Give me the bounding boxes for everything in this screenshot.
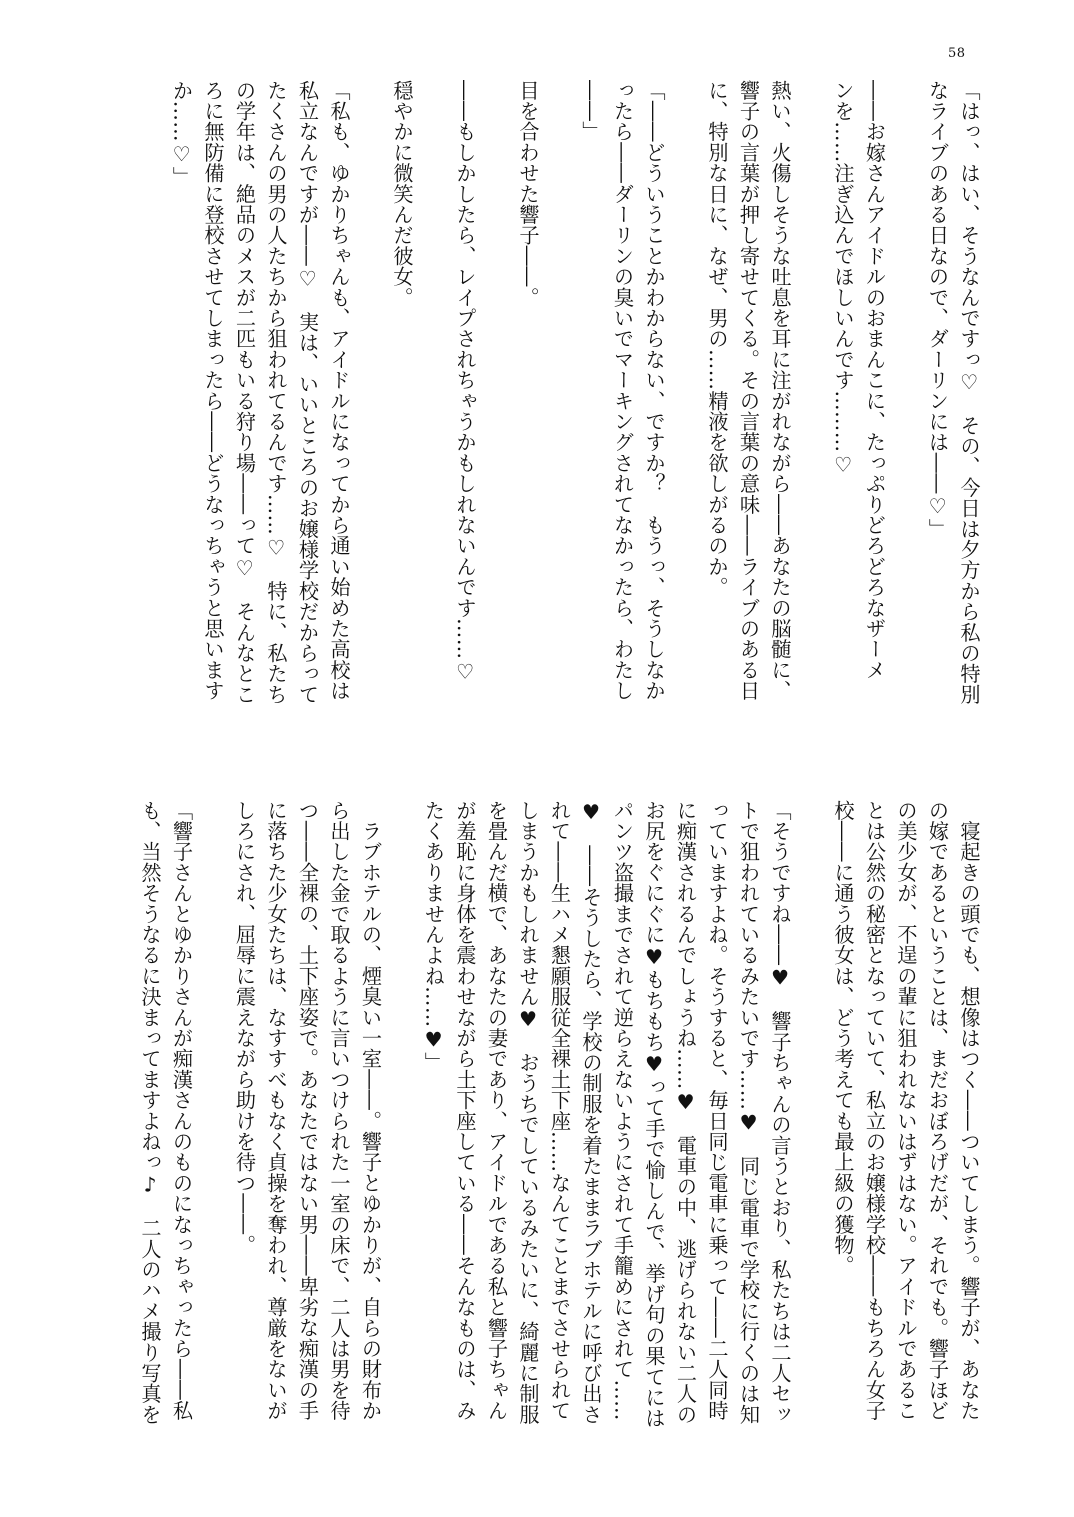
text-line: 私立なんですが――♡ 実は、いいところのお嬢様学校だからって: [295, 80, 320, 705]
text-line: 響子の言葉が押し寄せてくる。その言葉の意味――ライブのある日: [736, 80, 761, 701]
text-line: 校――に通う彼女は、どう考えても最上級の獲物。: [831, 800, 855, 1277]
paragraph-gap: [354, 80, 386, 722]
text-line: の学年は、絶品のメスが二匹もいる狩り場――って♡ そんなとこ: [232, 80, 257, 705]
paragraph-gap: [890, 80, 922, 722]
text-line: ――お嫁さんアイドルのおまんこに、たっぷりどろどろなザーメ: [862, 80, 887, 681]
text-line: たくありませんよね……♥」: [421, 800, 446, 1073]
text-line: に痴漢されるんでしょうね……♥ 電車の中、逃げられない二人の: [673, 800, 698, 1425]
text-line: 「響子さんとゆかりさんが痴漢さんのものになっちゃったら――私: [169, 800, 194, 1421]
text-line: つ――全裸の、土下座姿で。あなたではない男――卑劣な痴漢の手: [295, 800, 320, 1421]
text-line: とは公然の秘密となっていて、私立のお嬢様学校――もちろん女子: [862, 800, 887, 1421]
text-line: に、特別な日に、なぜ、男の……精液を欲しがるのか。: [705, 80, 729, 598]
text-line: ったら――ダーリンの臭いでマーキングされてなかったら、わたし: [610, 80, 635, 701]
text-line: 寝起きの頭でも、想像はつく――ついてしまう。響子が、あなた: [957, 800, 981, 1421]
text-line: が羞恥に身体を震わせながら土下座している――そんなものは、み: [453, 800, 477, 1421]
paragraph-gap: [795, 800, 827, 1450]
text-line: お尻をぐにぐに♥もちもち♥って手で愉しんで、挙げ句の果てには: [642, 800, 666, 1429]
text-line: たくさんの男の人たちから狙われてるんです……♡ 特に、私たち: [264, 80, 288, 705]
text-line: 「――どういうことかわからない、ですか？ もうっ、そうしなか: [642, 80, 666, 701]
text-line: 「はっ、はい、そうなんですっ♡ その、今日は夕方から私の特別: [957, 80, 981, 705]
paragraph-gap: [197, 800, 229, 1450]
text-line: しまうかもしれません♥ おうちでしているみたいに、綺麗に制服: [516, 800, 540, 1425]
text-line: ――」: [579, 80, 603, 143]
top-text-block: [108, 80, 984, 722]
text-line: なライブのある日なので、ダーリンには――♡」: [925, 80, 950, 540]
text-line: 熱い、火傷しそうな吐息を耳に注がれながら――あなたの脳髄に、: [768, 80, 792, 701]
text-line: の嫁であるということは、まだおぼろげだが、それでも。響子ほど: [925, 800, 950, 1421]
paragraph-gap: [669, 80, 701, 722]
text-line: ――もしかしたら、レイプされちゃうかもしれないんです……♡: [453, 80, 477, 685]
text-line: か……♡」: [169, 80, 194, 188]
paragraph-gap: [386, 800, 418, 1450]
text-line: 「そうですね――♥ 響子ちゃんの言うとおり、私たちは二人セッ: [768, 800, 792, 1425]
text-line: 目を合わせた響子――。: [516, 80, 540, 308]
text-line: ンを……注ぎ込んでほしいんです………♡: [831, 80, 855, 478]
paragraph-gap: [480, 80, 512, 722]
text-line: ラブホテルの、煙臭い一室――。響子とゆかりが、自らの財布か: [358, 800, 383, 1421]
text-line: も、当然そうなるに決まってますよねっ♪ 二人のハメ撮り写真を: [138, 800, 162, 1425]
text-line: ら出した金で取るように言いつけられた一室の床で、二人は男を待: [327, 800, 351, 1421]
page-number: 58: [948, 46, 966, 61]
text-line: パンツ盗撮までされて逆らえないようにされて手籠めにされて……: [610, 800, 635, 1421]
bottom-text-block: [108, 800, 984, 1450]
text-line: っていますよね。そうすると、毎日同じ電車に乗って――二人同時: [705, 800, 729, 1421]
paragraph-gap: [417, 80, 449, 722]
text-line: の美少女が、不逞の輩に狙われないはずはない。アイドルであるこ: [894, 800, 918, 1421]
text-line: トで狙われているみたいです……♥ 同じ電車で学校に行くのは知: [736, 800, 761, 1425]
paragraph-gap: [795, 80, 827, 722]
text-line: 穏やかに微笑んだ彼女。: [390, 80, 414, 308]
text-line: に落ちた少女たちは、なすすべもなく貞操を奪われ、尊厳をないが: [264, 800, 288, 1421]
text-line: を畳んだ横で、あなたの妻であり、アイドルである私と響子ちゃん: [484, 800, 509, 1421]
text-line: 「私も、ゆかりちゃんも、アイドルになってから通い始めた高校は: [327, 80, 351, 701]
text-line: ♥ ――そうしたら、学校の制服を着たままラブホテルに呼び出さ: [579, 800, 603, 1425]
text-line: ろに無防備に登校させてしまったら――どうなっちゃうと思います: [201, 80, 225, 701]
text-line: れて――生ハメ懇願服従全裸土下座……なんてことまでさせられて: [547, 800, 572, 1421]
paragraph-gap: [543, 80, 575, 722]
text-line: しろにされ、屈辱に震えながら助けを待つ――。: [232, 800, 257, 1256]
